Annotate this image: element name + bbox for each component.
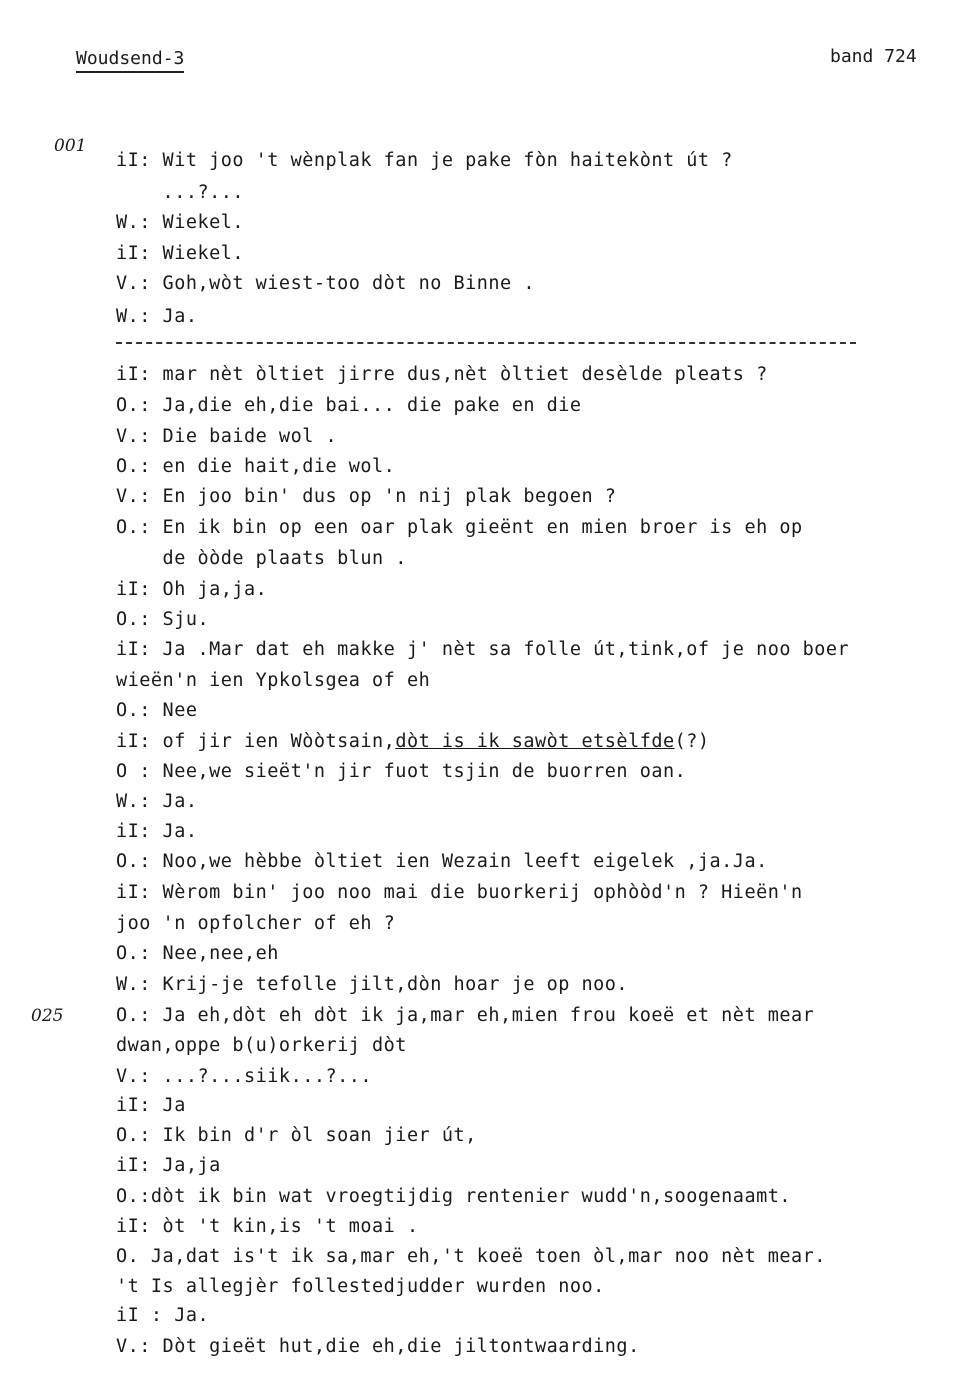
transcript-line: iI: òt 't kin,is 't moai . <box>116 1216 419 1237</box>
transcript-line: O.: Ja eh,dòt eh dòt ik ja,mar eh,mien frou koeë et nèt mear <box>116 1005 815 1026</box>
header-title: Woudsend-3 <box>76 48 184 73</box>
transcript-line: iI: Oh ja,ja. <box>116 579 268 600</box>
transcript-line: O.: Noo,we hèbbe òltiet ien Wezain leeft eigelek ,ja.Ja. <box>116 851 768 872</box>
transcript-line: O.: Ik bin d'r òl soan jier út, <box>116 1125 477 1146</box>
transcript-line: de òòde plaats blun . <box>116 548 407 569</box>
transcript-line: W.: Ja. <box>116 791 198 812</box>
header-band: band 724 <box>830 46 917 67</box>
transcript-line: iI: Wèrom bin' joo noo mai die buorkerij ophòòd'n ? Hieën'n <box>116 882 803 903</box>
transcript-line: V.: Die baide wol . <box>116 426 338 447</box>
transcript-line: iI: Ja,ja <box>116 1155 221 1176</box>
transcript-line: iI: Ja <box>116 1095 186 1116</box>
transcript-line: iI: Wiekel. <box>116 243 245 264</box>
transcript-line: wieën'n ien Ypkolsgea of eh <box>116 670 431 691</box>
transcript-line: V.: En joo bin' dus op 'n nij plak begoen ? <box>116 486 617 507</box>
transcript-line: iI : Ja. <box>116 1305 210 1326</box>
line-start: iI: of jir ien Wòòtsain, <box>116 731 396 752</box>
transcript-line: O.: Nee <box>116 700 198 721</box>
section-divider <box>116 342 856 344</box>
underlined-phrase: dòt is ik sawòt etsèlfde <box>395 731 675 752</box>
transcript-line: dwan,oppe b(u)orkerij dòt <box>116 1035 407 1056</box>
transcript-line: O.: en die hait,die wol. <box>116 456 396 477</box>
transcript-line: iI: mar nèt òltiet jirre dus,nèt òltiet desèlde pleats ? <box>116 364 768 385</box>
transcript-line: iI: Ja. <box>116 821 198 842</box>
transcript-line: joo 'n opfolcher of eh ? <box>116 913 396 934</box>
transcript-line: O.: En ik bin op een oar plak gieënt en mien broer is eh op <box>116 517 803 538</box>
transcript-line: O.: Sju. <box>116 609 210 630</box>
transcript-line: V.: Goh,wòt wiest-too dòt no Binne . <box>116 273 535 294</box>
transcript-line: 't Is allegjèr follestedjudder wurden noo. <box>116 1276 605 1297</box>
transcript-line: O.: Nee,nee,eh <box>116 943 279 964</box>
transcript-line: W.: Wiekel. <box>116 212 245 233</box>
transcript-line: ...?... <box>116 182 245 203</box>
transcript-line: O.:dòt ik bin wat vroegtijdig rentenier wudd'n,soogenaamt. <box>116 1186 792 1207</box>
margin-note: 025 <box>31 1006 64 1026</box>
transcript-line: V.: ...?...siik...?... <box>116 1066 373 1087</box>
transcript-line: iI: Ja .Mar dat eh makke j' nèt sa folle út,tink,of je noo boer <box>116 639 850 660</box>
margin-note: 001 <box>54 136 87 156</box>
transcript-line: W.: Ja. <box>116 306 198 327</box>
transcript-line <box>116 731 710 752</box>
transcript-line: W.: Krij-je tefolle jilt,dòn hoar je op noo. <box>116 974 629 995</box>
transcript-line: iI: Wit joo 't wènplak fan je pake fòn haitekònt út ? <box>116 150 733 171</box>
transcript-line: O : Nee,we sieët'n jir fuot tsjin de buorren oan. <box>116 761 687 782</box>
transcript-line: O. Ja,dat is't ik sa,mar eh,'t koeë toen òl,mar noo nèt mear. <box>116 1246 826 1267</box>
line-end: (?) <box>674 731 710 752</box>
transcript-line: V.: Dòt gieët hut,die eh,die jiltontwaarding. <box>116 1336 640 1357</box>
transcript-line: O.: Ja,die eh,die bai... die pake en die <box>116 395 582 416</box>
